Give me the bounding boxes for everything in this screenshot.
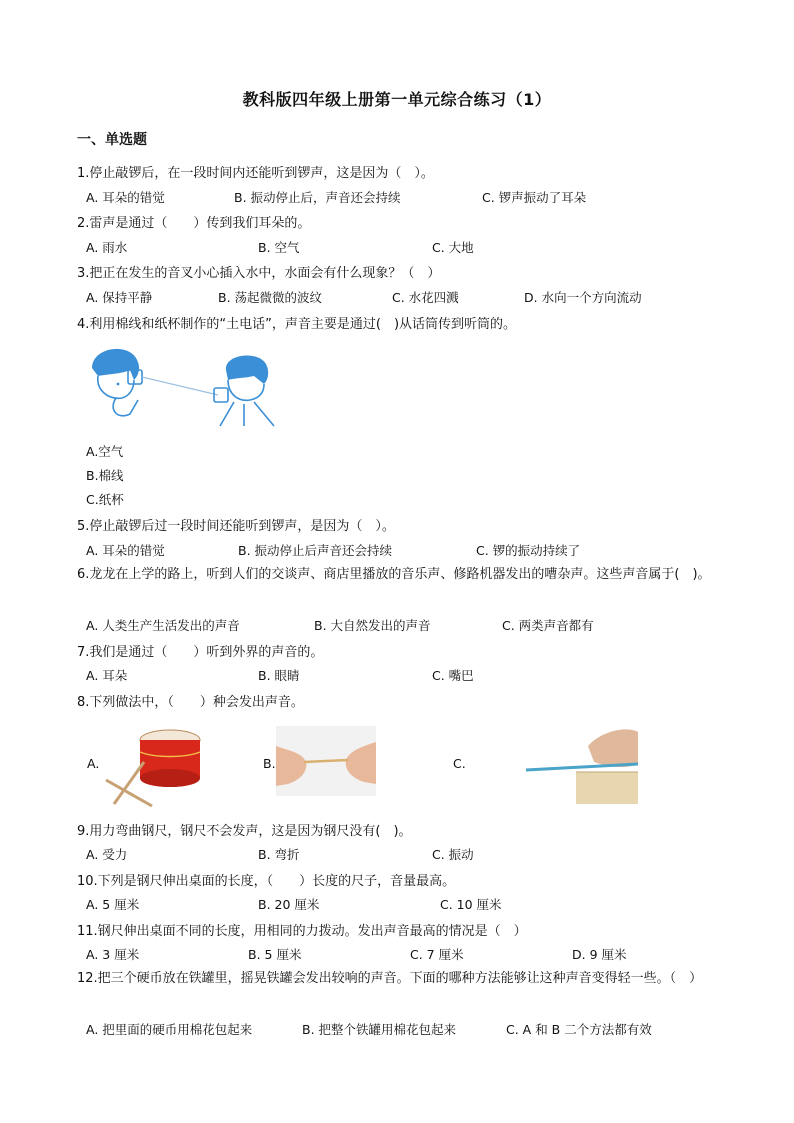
option[interactable]: C.纸杯 xyxy=(86,492,124,507)
option[interactable]: C. xyxy=(453,756,466,771)
option[interactable]: C. 7 厘米 xyxy=(410,947,464,962)
option[interactable]: C. 振动 xyxy=(432,847,474,862)
option[interactable]: B. 振动停止后，声音还会持续 xyxy=(234,190,401,205)
option[interactable]: B. 振动停止后声音还会持续 xyxy=(238,543,393,558)
question-stem: 12.把三个硬币放在铁罐里，摇晃铁罐会发出较响的声音。下面的哪种方法能够让这种声音变得轻一些。（ ） xyxy=(77,971,703,986)
question-stem: 1.停止敲锣后，在一段时间内还能听到锣声，这是因为（ ）。 xyxy=(77,166,434,181)
option[interactable]: B. 空气 xyxy=(258,240,300,255)
hands-stretching-rubber-band-image xyxy=(276,726,376,796)
option[interactable]: B. 20 厘米 xyxy=(258,897,320,912)
question-stem: 6.龙龙在上学的路上，听到人们的交谈声、商店里播放的音乐声、修路机器发出的嘈杂声。这些声音属于( )。 xyxy=(77,567,711,582)
option[interactable]: A. 受力 xyxy=(86,847,128,862)
page-title: 教科版四年级上册第一单元综合练习（1） xyxy=(242,90,552,109)
option[interactable]: A. 人类生产生活发出的声音 xyxy=(86,618,240,633)
option[interactable]: A. 耳朵 xyxy=(86,668,128,683)
option[interactable]: B. 5 厘米 xyxy=(248,947,302,962)
option[interactable]: A. 3 厘米 xyxy=(86,947,140,962)
option[interactable]: D. 水向一个方向流动 xyxy=(524,290,642,305)
option[interactable]: B. 弯折 xyxy=(258,847,300,862)
option[interactable]: D. 9 厘米 xyxy=(572,947,627,962)
ruler-on-table-edge-image xyxy=(518,726,638,804)
option[interactable]: C. 大地 xyxy=(432,240,474,255)
option[interactable]: B.棉线 xyxy=(86,468,124,483)
tin-can-telephone-illustration xyxy=(78,340,278,430)
option[interactable]: B. 荡起微微的波纹 xyxy=(218,290,323,305)
option[interactable]: A. xyxy=(87,756,100,771)
question-stem: 10.下列是钢尺伸出桌面的长度，（ ）长度的尺子，音量最高。 xyxy=(77,874,456,889)
option[interactable]: A. 耳朵的错觉 xyxy=(86,190,165,205)
question-stem: 4.利用棉线和纸杯制作的“土电话”，声音主要是通过( )从话筒传到听筒的。 xyxy=(77,317,517,332)
section-heading: 一、单选题 xyxy=(77,132,147,148)
question-stem: 11.钢尺伸出桌面不同的长度，用相同的力拨动。发出声音最高的情况是（ ） xyxy=(77,924,527,939)
option[interactable]: A. 耳朵的错觉 xyxy=(86,543,165,558)
option[interactable]: B. 眼睛 xyxy=(258,668,300,683)
question-stem: 5.停止敲锣后过一段时间还能听到锣声，是因为（ ）。 xyxy=(77,519,395,534)
option[interactable]: A. 雨水 xyxy=(86,240,128,255)
option[interactable]: C. 锣声振动了耳朵 xyxy=(482,190,587,205)
option[interactable]: C. A 和 B 二个方法都有效 xyxy=(506,1022,652,1037)
option[interactable]: A. 5 厘米 xyxy=(86,897,140,912)
question-stem: 2.雷声是通过（ ）传到我们耳朵的。 xyxy=(77,216,311,231)
option[interactable]: C. 水花四溅 xyxy=(392,290,459,305)
question-stem: 3.把正在发生的音叉小心插入水中，水面会有什么现象？（ ） xyxy=(77,266,441,281)
option[interactable]: C. 嘴巴 xyxy=(432,668,474,683)
option[interactable]: A. 把里面的硬币用棉花包起来 xyxy=(86,1022,253,1037)
option[interactable]: B. xyxy=(263,756,276,771)
question-stem: 8.下列做法中，（ ）种会发出声音。 xyxy=(77,695,304,710)
question-stem: 9.用力弯曲钢尺，钢尺不会发声，这是因为钢尺没有( )。 xyxy=(77,824,412,839)
option[interactable]: B. 把整个铁罐用棉花包起来 xyxy=(302,1022,457,1037)
option[interactable]: C. 10 厘米 xyxy=(440,897,502,912)
drum-with-sticks-image xyxy=(100,718,228,808)
question-stem: 7.我们是通过（ ）听到外界的声音的。 xyxy=(77,645,324,660)
option[interactable]: C. 两类声音都有 xyxy=(502,618,594,633)
option[interactable]: C. 锣的振动持续了 xyxy=(476,543,581,558)
option[interactable]: B. 大自然发出的声音 xyxy=(314,618,431,633)
option[interactable]: A. 保持平静 xyxy=(86,290,153,305)
option[interactable]: A.空气 xyxy=(86,444,124,459)
